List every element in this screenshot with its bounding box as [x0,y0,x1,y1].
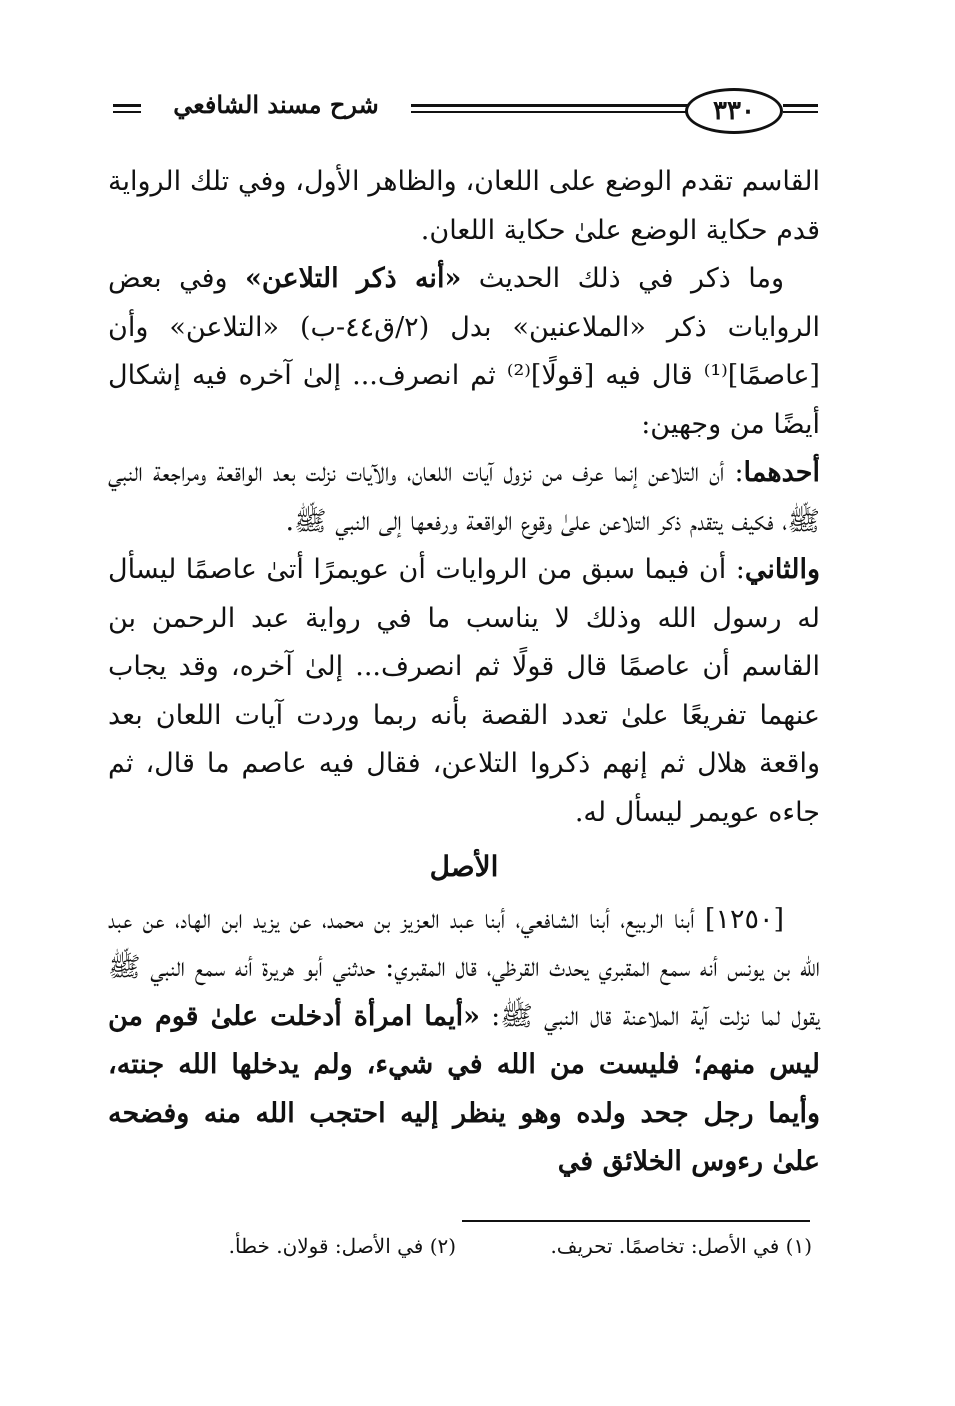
paragraph-2-text-end: وفي بعض الروايات ذكر «الملاعنين» بدل (٢/ق٤٤-ب) «التلاعن» وأن [عاصمًا]⁽¹⁾ قال فيه [قولًا]⁽²⁾ ثم انصرف... إلىٰ آخره فيه إشكال أيضًا من وجهين: [108,263,821,440]
page-body [108,158,820,1187]
paragraph-5 [108,896,820,1187]
footnote-1: (١) في الأصل: تخاصمًا. تحريف. [550,1234,812,1258]
footnote-divider [462,1220,810,1222]
first-point-label: أحدهما [743,457,820,488]
footnotes [150,1234,812,1258]
second-point-text: : أن فيما سبق من الروايات أن عويمرًا أتىٰ عاصمًا ليسأل له رسول الله وذلك لا يناسب ما في رواية عبد الرحمن بن القاسم أن عاصمًا قال قولًا ثم انصرف... إلىٰ آخره، وقد يجاب عنهما تفريعًا علىٰ تعدد القصة بأنه ربما وردت آيات اللعان بعد واقعة هلال ثم إنهم ذكروا التلاعن، فقال فيه عاصم ما قال، ثم جاءه عويمر ليسأل له. [108,554,820,828]
page-header [95,88,830,138]
page-number: ٣٣٠ [685,88,783,134]
second-point-label: والثاني [744,554,820,585]
paragraph-2-text-start: وما ذكر في ذلك الحديث [461,263,785,294]
header-rule-right [783,104,818,113]
running-title: شرح مسند الشافعي [173,90,379,119]
paragraph-2 [108,255,820,449]
first-point-text: : أن التلاعن إنما عرف من نزول آيات اللعان، والآيات نزلت بعد الواقعة ومراجعة النبي ﷺ، فكيف يتقدم ذكر التلاعن علىٰ وقوع الواقعة ورفعها إلى النبي ﷺ. [108,457,820,537]
header-rule-left [113,104,141,113]
paragraph-3 [108,449,820,546]
isnad-text: [١٢٥٠] أبنا الربيع، أبنا الشافعي، أبنا عبد العزيز بن محمد، عن يزيد ابن الهاد، عن عبد الله بن يونس أنه سمع المقبري يحدث القرظي، قال المقبري: حدثني أبو هريرة أنه سمع النبي ﷺ يقول لما نزلت آية الملاعنة قال النبي ﷺ: [108,903,821,1032]
paragraph-4 [108,546,820,837]
section-heading: الأصل [429,850,499,883]
hadith-matn: «أيما امرأة أدخلت علىٰ قوم من ليس منهم؛ فليست من الله في شيء، ولم يدخلها الله جنته، وأيما رجل جحد ولده وهو ينظر إليه احتجب الله منه وفضحه علىٰ رءوس الخلائق في [108,1000,820,1177]
footnote-2: (٢) في الأصل: قولان. خطأ. [228,1234,457,1258]
hadith-quote-1: «أنه ذكر التلاعن» [245,263,462,294]
paragraph-1: القاسم تقدم الوضع على اللعان، والظاهر الأول، وفي تلك الرواية قدم حكاية الوضع علىٰ حكاية اللعان. [108,166,820,246]
